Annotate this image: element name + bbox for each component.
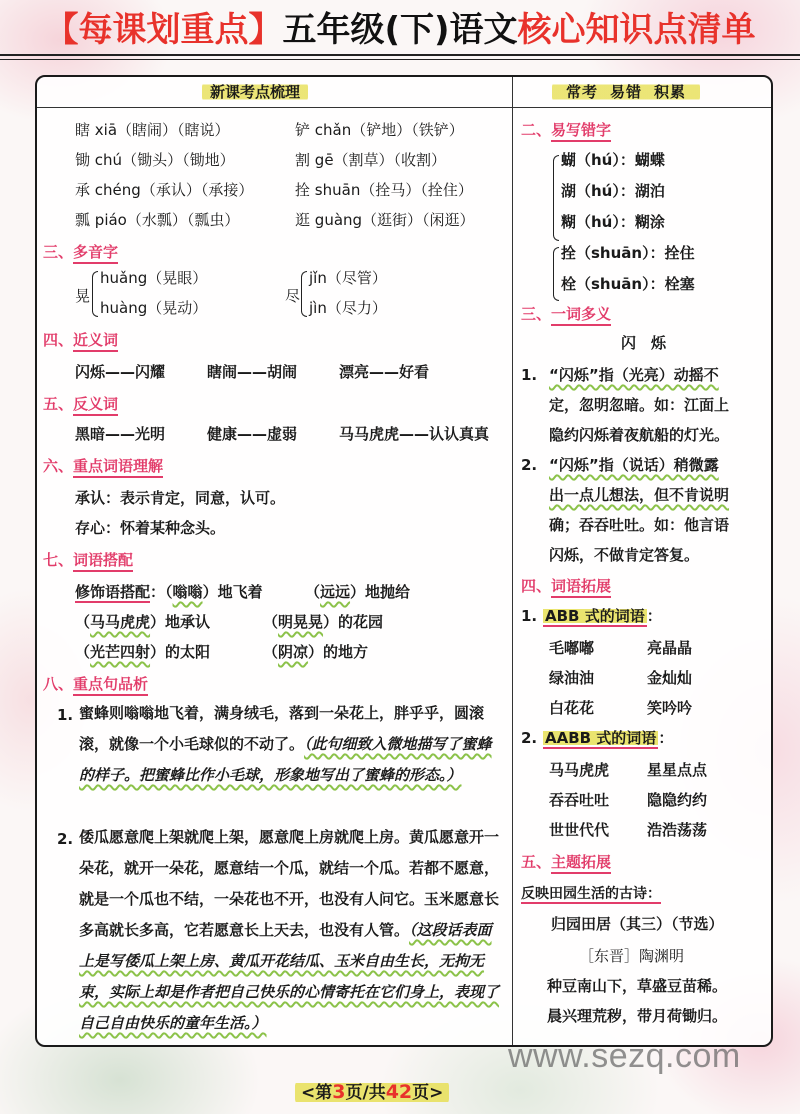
left-column-header: 新课考点梳理 xyxy=(202,81,308,103)
total-pages: 42 xyxy=(385,1081,413,1103)
section-title-antonyms: 五、反义词 xyxy=(43,393,118,415)
synonym-pair: 闪烁——闪耀 xyxy=(75,363,166,381)
header-divider xyxy=(37,107,771,108)
polyphone-reading: huǎng（晃眼） xyxy=(100,269,208,287)
poem-author: ［东晋］陶渊明 xyxy=(579,947,685,965)
polyphone-reading: huàng（晃动） xyxy=(100,299,208,317)
collocation-row: （远远）地抛给 xyxy=(305,583,411,601)
abb-word: 亮晶晶 xyxy=(647,639,693,657)
synonym-pair: 漂亮——好看 xyxy=(339,363,430,381)
antonym-pair: 马马虎虎——认认真真 xyxy=(339,425,490,443)
pinyin-word: 瞎 xiā（瞎闹）（瞎说） xyxy=(75,121,230,139)
typo-item: 湖（hú）：湖泊 xyxy=(561,182,665,200)
typo-item: 蝴（hú）：蝴蝶 xyxy=(561,151,665,169)
brace-icon xyxy=(553,155,559,241)
abb-word: 白花花 xyxy=(549,699,595,717)
header-tag-accumulate: 积累 xyxy=(654,83,687,101)
antonym-pair: 健康——虚弱 xyxy=(207,425,298,443)
page-suffix: 页> xyxy=(412,1083,444,1103)
polyphone-char: 尽 xyxy=(285,287,301,305)
collocation-row: （明晃晃）的花园 xyxy=(263,613,384,631)
poem-line: 晨兴理荒秽，带月荷锄归。 xyxy=(547,1007,728,1025)
collocation-row: （光芒四射）的太阳 xyxy=(75,643,211,661)
meaning-line: 确；吞吞吐吐。如：他言语 xyxy=(549,516,730,534)
aabb-word: 星星点点 xyxy=(647,761,708,779)
collocation-row: （马马虎虎）地承认 xyxy=(75,613,211,631)
collocation-row: （阴凉）的地方 xyxy=(263,643,369,661)
collocation-row: 修饰语搭配：（嗡嗡）地飞着 xyxy=(75,583,263,601)
right-column-header xyxy=(552,81,700,103)
section-title-word-expansion: 四、词语拓展 xyxy=(521,575,611,597)
pinyin-word: 锄 chú（锄头）（锄地） xyxy=(75,151,235,169)
typo-item: 栓（shuān）：栓塞 xyxy=(561,275,695,293)
aabb-number: 2. xyxy=(521,729,538,747)
section-title-collocations: 七、词语搭配 xyxy=(43,549,133,571)
brace-icon xyxy=(301,271,307,317)
page-title xyxy=(0,8,800,52)
page-prefix: <第 xyxy=(301,1083,333,1103)
pinyin-word: 承 chéng（承认）（承接） xyxy=(75,181,254,199)
title-bracket-part: 【每课划重点】 xyxy=(44,10,283,50)
aabb-word: 吞吞吐吐 xyxy=(549,791,610,809)
sentence-analysis: 倭瓜愿意爬上架就爬上架，愿意爬上房就爬上房。黄瓜愿意开一朵花，就开一朵花，愿意结一个瓜，就结一个瓜。若都不愿意，就是一个瓜也不结，一朵花也不开，也没有人问它。玉米愿意长多高就长多高，它若愿意长上天去，也没有人管。（这段话表面上是写倭瓜上架上房、黄瓜开花结瓜、玉米自由生长，无拘无束，实际上却是作者把自己快乐的心情寄托在它们身上，表现了自己自由快乐的童年生活。） xyxy=(79,828,500,1032)
pinyin-word: 瓢 piáo（水瓢）（瓢虫） xyxy=(75,211,240,229)
pinyin-word: 割 gē（割草）（收割） xyxy=(295,151,447,169)
polyphone-reading: jìn（尽力） xyxy=(309,299,387,317)
polyphone-reading: jǐn（尽管） xyxy=(309,269,387,287)
title-rule-thin xyxy=(0,59,800,60)
pinyin-word: 铲 chǎn（铲地）（铁铲） xyxy=(295,121,464,139)
column-divider xyxy=(512,77,513,1045)
section-title-key-words: 六、重点词语理解 xyxy=(43,455,163,477)
antonym-pair: 黑暗——光明 xyxy=(75,425,166,443)
header-tag-error: 易错 xyxy=(610,83,643,101)
meaning-line: “闪烁”指（光亮）动摇不 xyxy=(549,366,719,384)
meaning-line: 闪烁，不做肯定答复。 xyxy=(549,546,700,564)
sentence-number: 2. xyxy=(57,830,74,848)
abb-label: ABB 式的词语 ： xyxy=(545,607,662,625)
section-title-key-sentences: 八、重点句品析 xyxy=(43,673,148,695)
page-indicator xyxy=(295,1080,449,1105)
pinyin-word: 逛 guàng（逛街）（闲逛） xyxy=(295,211,475,229)
meaning-number: 1. xyxy=(521,366,538,384)
poem-category-label: 反映田园生活的古诗： xyxy=(521,886,661,902)
sentence-number: 1. xyxy=(57,706,74,724)
abb-word: 金灿灿 xyxy=(647,669,693,687)
brace-icon xyxy=(92,271,98,317)
poem-title: 归园田居（其三）（节选） xyxy=(551,915,724,933)
aabb-label: AABB 式的词语 ： xyxy=(545,729,674,747)
aabb-word: 浩浩荡荡 xyxy=(647,821,708,839)
word-definition: 存心：怀着某种念头。 xyxy=(75,519,226,537)
synonym-pair: 瞎闹——胡闹 xyxy=(207,363,298,381)
title-grade-part: 五年级(下)语文 xyxy=(282,10,518,50)
meaning-line: “闪烁”指（说话）稍微露 xyxy=(549,456,719,474)
typo-item: 拴（shuān）：拴住 xyxy=(561,244,695,262)
pinyin-word: 拴 shuān（拴马）（拴住） xyxy=(295,181,473,199)
meaning-line: 定，忽明忽暗。如：江面上 xyxy=(549,396,730,414)
polysemy-word: 闪 烁 xyxy=(621,334,667,352)
abb-word: 毛嘟嘟 xyxy=(549,639,595,657)
title-rule-thick xyxy=(0,54,800,56)
poem-line: 种豆南山下，草盛豆苗稀。 xyxy=(547,977,728,995)
polyphone-char: 晃 xyxy=(75,287,91,305)
abb-word: 绿油油 xyxy=(549,669,595,687)
header-tag-common: 常考 xyxy=(566,83,599,101)
word-definition: 承认：表示肯定，同意，认可。 xyxy=(75,489,286,507)
section-title-typos: 二、易写错字 xyxy=(521,119,611,141)
abb-word: 笑吟吟 xyxy=(647,699,693,717)
content-frame xyxy=(35,75,773,1047)
watermark: www.sezq.com xyxy=(508,1037,741,1075)
sentence-analysis: 蜜蜂则嗡嗡地飞着，满身绒毛，落到一朵花上，胖乎乎，圆滚滚，就像一个小毛球似的不动了。（此句细致入微地描写了蜜蜂的样子。把蜜蜂比作小毛球，形象地写出了蜜蜂的形态。） xyxy=(79,704,492,784)
page-mid: 页/共 xyxy=(345,1083,386,1103)
aabb-word: 世世代代 xyxy=(549,821,610,839)
abb-number: 1. xyxy=(521,607,538,625)
brace-icon xyxy=(553,247,559,301)
meaning-number: 2. xyxy=(521,456,538,474)
meaning-line: 出一点儿想法，但不肯说明 xyxy=(549,486,730,504)
meaning-line: 隐约闪烁着夜航船的灯光。 xyxy=(549,426,730,444)
title-core-part: 核心知识点清单 xyxy=(517,10,756,50)
aabb-word: 马马虎虎 xyxy=(549,761,610,779)
aabb-word: 隐隐约约 xyxy=(647,791,708,809)
section-title-polysemy: 三、一词多义 xyxy=(521,303,611,325)
section-title-theme-expansion: 五、主题拓展 xyxy=(521,851,611,873)
current-page: 3 xyxy=(332,1081,346,1103)
section-title-polyphones: 三、多音字 xyxy=(43,241,118,263)
typo-item: 糊（hú）：糊涂 xyxy=(561,213,665,231)
section-title-synonyms: 四、近义词 xyxy=(43,329,118,351)
